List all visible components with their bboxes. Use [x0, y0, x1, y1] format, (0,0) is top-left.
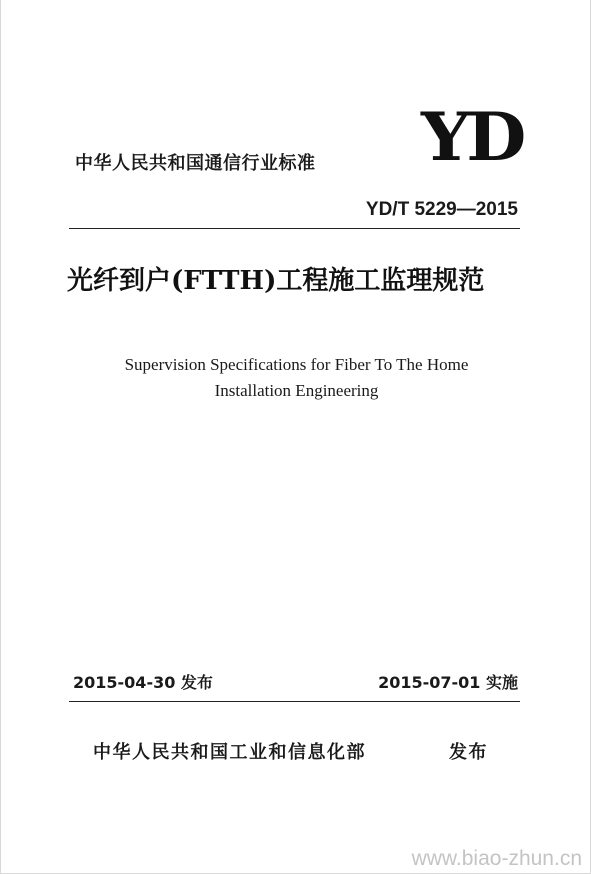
implementation-date: 2015-07-01 实施	[378, 673, 518, 692]
issue-date: 2015-04-30 发布	[73, 673, 213, 692]
publish-action: 发布	[449, 742, 488, 763]
top-divider	[69, 228, 520, 229]
bottom-divider	[69, 701, 520, 702]
yd-logo: YD	[421, 98, 523, 176]
title-english-line-1: Supervision Specifications for Fiber To The Home	[124, 355, 469, 374]
standard-number: YD/T 5229—2015	[365, 199, 518, 220]
industry-standard-label: 中华人民共和国通信行业标准	[75, 153, 316, 174]
publisher-name: 中华人民共和国工业和信息化部	[93, 742, 366, 763]
title-chinese: 光纤到户(FTTH)工程施工监理规范	[67, 266, 485, 296]
title-english-line-2: Installation Engineering	[214, 381, 379, 400]
site-watermark: www.biao-zhun.cn	[411, 847, 582, 870]
